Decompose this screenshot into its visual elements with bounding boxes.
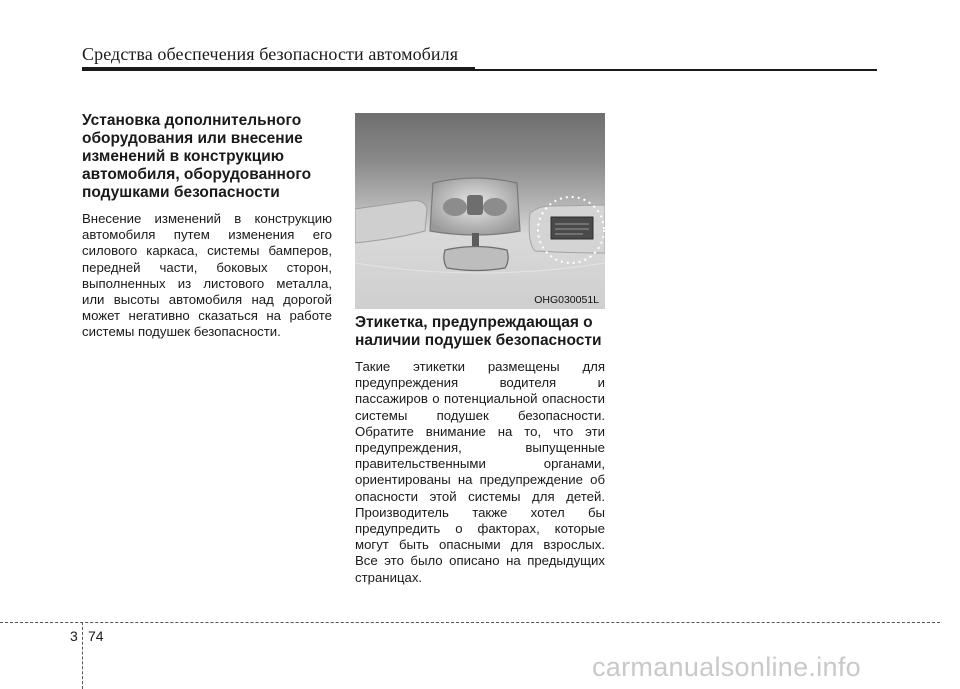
heading-line: Установка дополнительного — [82, 112, 302, 129]
heading-line: наличии подушек безопасности — [355, 332, 602, 349]
heading-line: автомобиля, оборудованного — [82, 166, 312, 183]
site-watermark: carmanualsonline.info — [592, 652, 861, 682]
heading-line: Этикетка, предупреждающая о — [355, 314, 593, 331]
section-body: Такие этикетки размещены для предупреждения водителя и пассажиров о потенциальной опасности системы подушек безопасности. Обратите внимание на то, что эти предупреждения, выпущенные правительственными органами, ориентированы на предупреждение об опасности этой системы для детей. Производитель также хотел бы предупредить о факторах, которые могут быть опасными для взрослых. Все это было описано на предыдущих страницах. — [355, 359, 605, 585]
heading-line: подушками безопасности — [82, 184, 280, 201]
page-number: 74 — [88, 628, 104, 644]
chapter-number: 3 — [70, 628, 78, 644]
header-rule — [82, 67, 475, 71]
airbag-warning-label-photo — [355, 113, 605, 309]
header-rule-thin — [475, 69, 877, 71]
footer-divider — [82, 622, 83, 689]
section-heading — [355, 314, 605, 350]
heading-line: изменений в конструкцию — [82, 148, 285, 165]
section-body: Внесение изменений в конструкцию автомобиля путем изменения его силового каркаса, системы бамперов, передней части, боковых сторон, выполненных из листового металла, или высоты автомобиля над дорогой может негативно сказаться на работе системы подушек безопасности. — [82, 211, 332, 340]
headliner-illustration — [355, 113, 605, 309]
section-modifications — [82, 112, 332, 341]
heading-line: оборудования или внесение — [82, 130, 303, 147]
footer-rule — [0, 622, 940, 623]
section-warning-label — [355, 314, 605, 586]
figure-code: OHG030051L — [534, 294, 599, 306]
page-header-title: Средства обеспечения безопасности автомобиля — [82, 44, 459, 64]
section-heading — [82, 112, 332, 202]
